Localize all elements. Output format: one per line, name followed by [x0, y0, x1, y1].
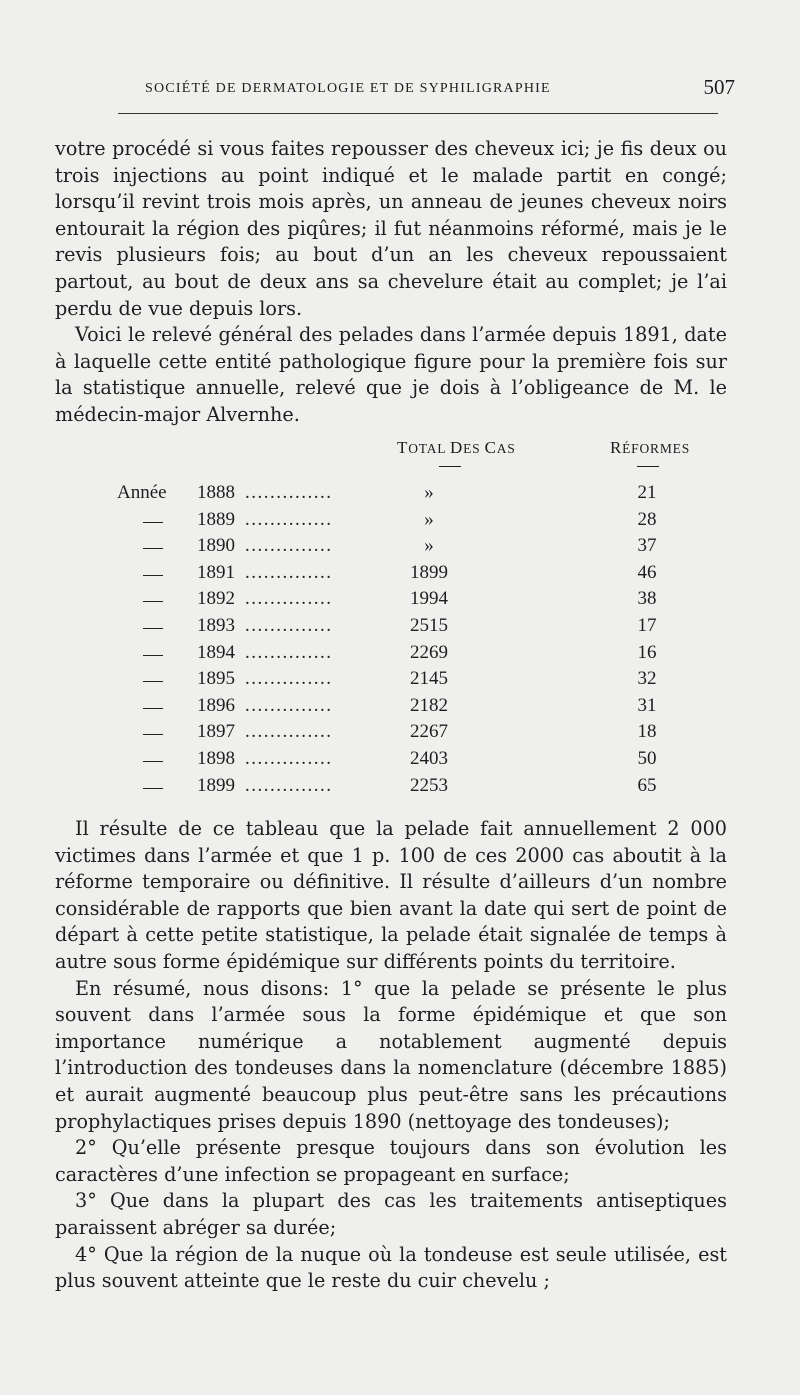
dot-leader: ..............: [245, 508, 333, 530]
row-year: 1895: [197, 668, 235, 690]
row-year: 1891: [197, 561, 235, 583]
running-head: [55, 75, 735, 103]
row-prefix-label: Année: [117, 482, 167, 503]
table-row: [55, 695, 727, 721]
row-reformes: 46: [637, 561, 657, 583]
table-row: [55, 721, 727, 747]
row-reformes: 18: [637, 721, 657, 743]
row-total-cases: 1899: [410, 561, 448, 583]
row-reformes: 37: [637, 535, 657, 557]
paragraph-continuation: votre procédé si vous faites repousser des cheveux ici; je fis deux ou trois injections au point indiqué et le malade partit en congé; lorsqu’il revint trois mois après, un anneau de jeunes cheveux noirs entourait la région des piqûres; il fut néanmoins réformé, mais je le revis plusieurs fois; au bout d’un an les cheveux repoussaient partout, au bout de deux ans sa chevelure était au complet; je l’ai perdu de vue depuis lors.: [55, 137, 727, 320]
paragraph-summary-1: En résumé, nous disons: 1° que la pelade se présente le plus souvent dans l’armée sous la forme épidémique et que son importance numérique a notablement augmenté depuis l’introduction des tondeuses dans la nomenclature (décembre 1885) et aurait augmenté beaucoup plus peut-être sans les précautions prophylactiques prises depuis 1890 (nettoyage des tondeuses);: [55, 976, 727, 1133]
page-number: 507: [703, 75, 735, 99]
row-reformes: 31: [637, 694, 657, 716]
table-row: [55, 482, 727, 508]
row-year: 1898: [197, 748, 235, 769]
column-rule-total: [439, 466, 461, 467]
row-total-cases: 2515: [410, 615, 448, 636]
dot-leader: ..............: [245, 668, 333, 690]
column-rule-reformes: [637, 466, 659, 467]
paragraph-statistics-intro: Voici le relevé général des pelades dans l’armée depuis 1891, date à laquelle cette entité pathologique figure pour la première fois sur la statistique annuelle, relevé que je dois à l’obligeance de M. le médecin-major Alvernhe.: [55, 323, 727, 426]
row-year: 1899: [197, 774, 235, 796]
dot-leader: ..............: [245, 482, 333, 503]
paragraph-summary-3: 3° Que dans la plupart des cas les traitements antiseptiques paraissent abréger sa durée;: [55, 1189, 727, 1239]
dot-leader: ..............: [245, 615, 333, 636]
row-year: 1892: [197, 588, 235, 610]
statistics-table: [55, 436, 727, 806]
dot-leader: ..............: [245, 561, 333, 583]
table-row: [55, 668, 727, 694]
row-reformes: 50: [637, 748, 657, 769]
dot-leader: ..............: [245, 748, 333, 769]
row-reformes: 65: [637, 774, 657, 796]
row-total-cases: »: [424, 535, 434, 557]
table-row: [55, 615, 727, 641]
row-year: 1890: [197, 535, 235, 557]
table-row: [55, 588, 727, 614]
dot-leader: ..............: [245, 588, 333, 610]
table-row: [55, 775, 727, 801]
row-total-cases: 2145: [410, 668, 448, 690]
row-total-cases: 1994: [410, 588, 448, 610]
paragraph-summary-4: 4° Que la région de la nuque où la tondeuse est seule utilisée, est plus souvent atteinte que le reste du cuir chevelu ;: [55, 1242, 727, 1293]
table-row: [55, 509, 727, 535]
running-title: SOCIÉTÉ DE DERMATOLOGIE ET DE SYPHILIGRAPHIE: [145, 81, 551, 96]
row-reformes: 28: [637, 508, 657, 530]
row-reformes: 32: [637, 668, 657, 690]
column-header-total: TOTAL DES CAS: [397, 438, 516, 457]
row-reformes: 17: [637, 615, 657, 636]
table-row: [55, 748, 727, 774]
table-row: [55, 642, 727, 668]
dot-leader: ..............: [245, 774, 333, 796]
paragraph-summary-2: 2° Qu’elle présente presque toujours dans son évolution les caractères d’une infection se propageant en surface;: [55, 1136, 727, 1186]
row-year: 1893: [197, 615, 235, 636]
column-header-reformes: RÉFORMES: [610, 438, 691, 457]
paragraph-conclusion: Il résulte de ce tableau que la pelade fait annuellement 2 000 victimes dans l’armée et que 1 p. 100 de ces 2000 cas aboutit à la réforme temporaire ou définitive. Il résulte d’ailleurs d’un nombre considérable de rapports que bien avant la date qui sert de point de départ à cette petite statistique, la pelade était signalée de temps à autre sous forme épidémique sur différents points du territoire.: [55, 817, 727, 973]
dot-leader: ..............: [245, 535, 333, 557]
row-total-cases: »: [424, 482, 434, 503]
row-total-cases: 2253: [410, 774, 448, 796]
row-year: 1894: [197, 641, 235, 663]
text-block-bottom: [55, 816, 727, 1295]
dot-leader: ..............: [245, 721, 333, 743]
row-reformes: 38: [637, 588, 657, 610]
row-year: 1897: [197, 721, 235, 743]
row-total-cases: 2403: [410, 748, 448, 769]
dot-leader: ..............: [245, 641, 333, 663]
text-block-top: [55, 136, 727, 429]
row-year: 1888: [197, 482, 235, 503]
table-row: [55, 535, 727, 561]
dot-leader: ..............: [245, 694, 333, 716]
header-rule: [118, 113, 718, 114]
row-total-cases: 2182: [410, 694, 448, 716]
row-total-cases: »: [424, 508, 434, 530]
row-reformes: 21: [637, 482, 657, 503]
row-total-cases: 2269: [410, 641, 448, 663]
row-total-cases: 2267: [410, 721, 448, 743]
table-row: [55, 562, 727, 588]
row-year: 1889: [197, 508, 235, 530]
row-year: 1896: [197, 694, 235, 716]
row-reformes: 16: [637, 641, 657, 663]
